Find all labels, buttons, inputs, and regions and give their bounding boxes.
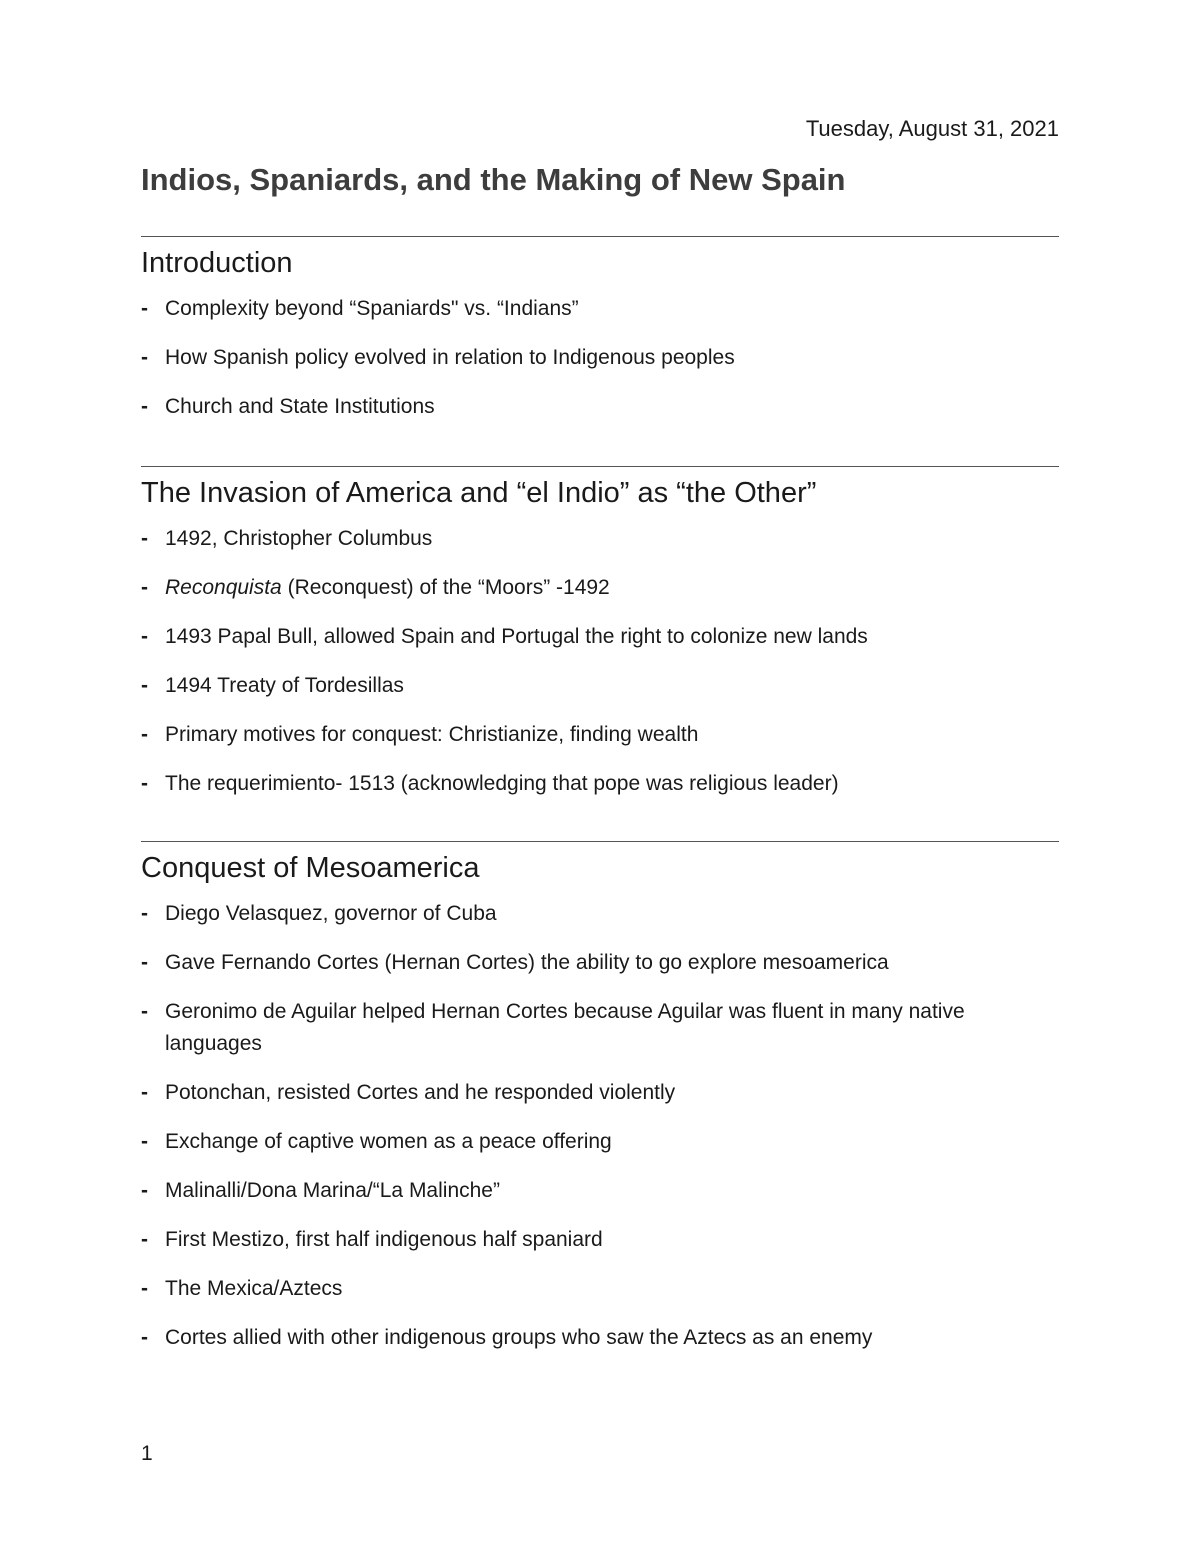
bullet-dash: - <box>141 1326 148 1349</box>
bullet-dash: - <box>141 1277 148 1300</box>
bullet-dash: - <box>141 395 148 418</box>
list-item-text: 1492, Christopher Columbus <box>165 527 433 550</box>
list-item <box>141 1175 1059 1207</box>
bullet-list <box>141 898 1059 1354</box>
list-item-text: Potonchan, resisted Cortes and he responded violently <box>165 1081 676 1104</box>
section-divider <box>141 236 1059 237</box>
list-item-text: Church and State Institutions <box>165 395 435 418</box>
list-item <box>141 1322 1059 1354</box>
list-item <box>141 670 1059 702</box>
bullet-dash: - <box>141 772 148 795</box>
bullet-dash: - <box>141 723 148 746</box>
bullet-dash: - <box>141 951 148 974</box>
list-item-text: Gave Fernando Cortes (Hernan Cortes) the ability to go explore mesoamerica <box>165 951 889 974</box>
list-item-text: Diego Velasquez, governor of Cuba <box>165 902 497 925</box>
list-item-text: How Spanish policy evolved in relation to Indigenous peoples <box>165 346 735 369</box>
list-item-text: 1494 Treaty of Tordesillas <box>165 674 404 697</box>
list-item <box>141 996 1059 1060</box>
bullet-dash: - <box>141 527 148 550</box>
list-item <box>141 1126 1059 1158</box>
bullet-dash: - <box>141 1179 148 1202</box>
bullet-dash: - <box>141 297 148 320</box>
list-item <box>141 1273 1059 1305</box>
list-item-text: The requerimiento- 1513 (acknowledging that pope was religious leader) <box>165 772 839 795</box>
list-item-text: First Mestizo, first half indigenous half spaniard <box>165 1228 603 1251</box>
list-item-text: Primary motives for conquest: Christianize, finding wealth <box>165 723 699 746</box>
section-invasion <box>141 466 1059 817</box>
list-item-text: Exchange of captive women as a peace offering <box>165 1130 612 1153</box>
list-item <box>141 342 1059 374</box>
list-item-text: Malinalli/Dona Marina/“La Malinche” <box>165 1179 500 1202</box>
bullet-list <box>141 523 1059 800</box>
section-introduction <box>141 236 1059 440</box>
bullet-dash: - <box>141 625 148 648</box>
list-item <box>141 898 1059 930</box>
bullet-dash: - <box>141 1000 148 1023</box>
bullet-dash: - <box>141 1081 148 1104</box>
section-heading: Introduction <box>141 247 293 279</box>
bullet-dash: - <box>141 902 148 925</box>
list-item <box>141 1224 1059 1256</box>
list-item-text: Cortes allied with other indigenous groups who saw the Aztecs as an enemy <box>165 1326 873 1349</box>
section-conquest <box>141 841 1059 1371</box>
list-item-text: Complexity beyond “Spaniards" vs. “Indians” <box>165 297 579 320</box>
list-item-text: The Mexica/Aztecs <box>165 1277 343 1300</box>
section-divider <box>141 466 1059 467</box>
list-item <box>141 719 1059 751</box>
list-item <box>141 572 1059 604</box>
list-item <box>141 391 1059 423</box>
list-item <box>141 947 1059 979</box>
section-heading: Conquest of Mesoamerica <box>141 852 480 884</box>
section-divider <box>141 841 1059 842</box>
list-item <box>141 768 1059 800</box>
bullet-dash: - <box>141 674 148 697</box>
list-item <box>141 523 1059 555</box>
bullet-list <box>141 293 1059 423</box>
date: Tuesday, August 31, 2021 <box>805 116 1059 141</box>
list-item-text: (Reconquest) of the “Moors” -1492 <box>281 576 610 599</box>
section-heading: The Invasion of America and “el Indio” as “the Other” <box>141 477 817 509</box>
list-item <box>141 293 1059 325</box>
bullet-dash: - <box>141 576 148 599</box>
bullet-dash: - <box>141 1228 148 1251</box>
list-item <box>141 1077 1059 1109</box>
bullet-dash: - <box>141 346 148 369</box>
list-item <box>141 621 1059 653</box>
bullet-dash: - <box>141 1130 148 1153</box>
page-number: 1 <box>141 1442 153 1465</box>
page-title: Indios, Spaniards, and the Making of New Spain <box>141 162 846 197</box>
list-item-text: 1493 Papal Bull, allowed Spain and Portugal the right to colonize new lands <box>165 625 868 648</box>
list-item-text: Geronimo de Aguilar helped Hernan Cortes because Aguilar was fluent in many native languages <box>165 1000 965 1055</box>
list-item-italic: Reconquista <box>165 576 282 599</box>
